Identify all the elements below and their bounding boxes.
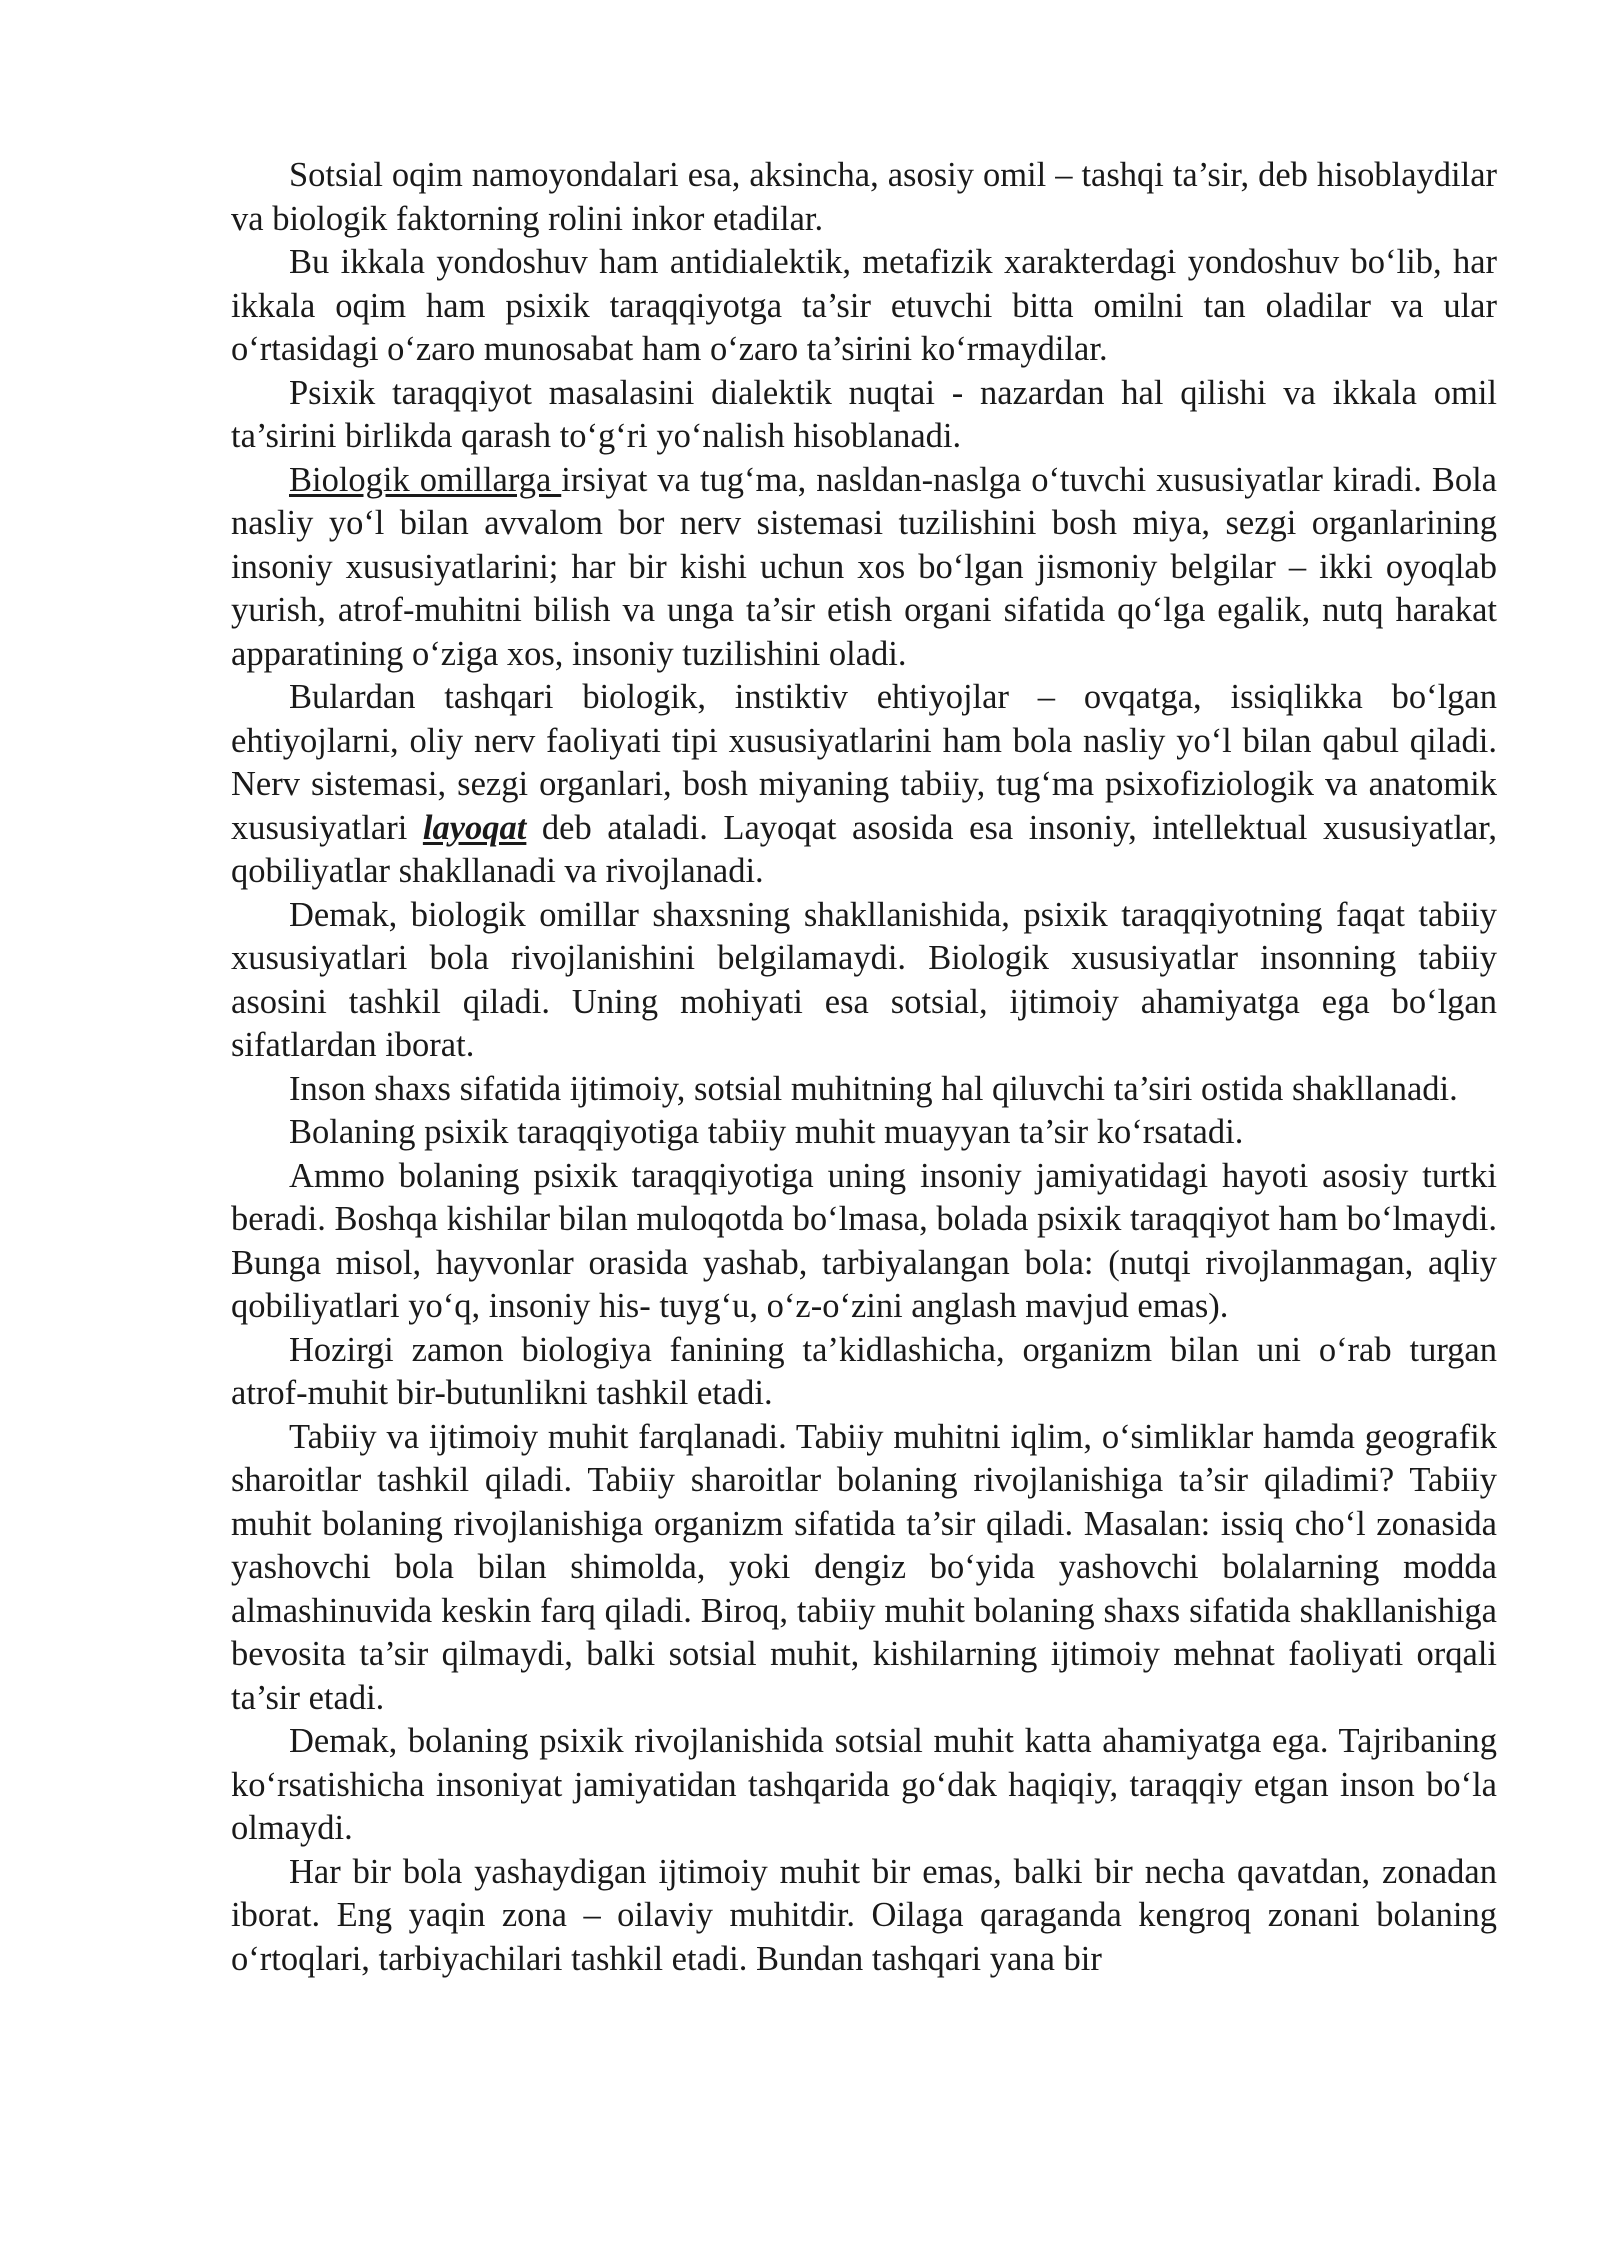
paragraph-3	[231, 372, 1497, 459]
paragraph-text: Bolaning psixik taraqqiyotiga tabiiy muhit muayyan ta’sir ko‘rsatadi.	[289, 1113, 1244, 1151]
paragraph-text: deb ataladi. Layoqat asosida esa insoniy, intellektual xususiyatlar, qobiliyatlar shakllanadi va rivojlanadi.	[231, 808, 1497, 890]
paragraph-6	[231, 894, 1497, 1068]
document-page	[231, 154, 1497, 1981]
paragraph-11	[231, 1416, 1497, 1721]
paragraph-text: Bulardan tashqari biologik, instiktiv ehtiyojlar – ovqatga, issiqlikka bo‘lgan ehtiyojlarni, oliy nerv faoliyati tipi xususiyatlarini ham bola nasliy yo‘l bilan qabul qiladi. Nerv sistemasi, sezgi organlari, bosh miyaning tabiiy, tug‘ma psixofiziologik va anatomik xususiyatlari	[231, 678, 1497, 847]
paragraph-text: Demak, bolaning psixik rivojlanishida sotsial muhit katta ahamiyatga ega. Tajribaning ko‘rsatishicha insoniyat jamiyatidan tashqarida go‘dak haqiqiy, taraqqiy etgan inson bo‘la olmaydi.	[231, 1722, 1497, 1847]
paragraph-text: Sotsial oqim namoyondalari esa, aksincha, asosiy omil – tashqi ta’sir, deb hisoblaydilar va biologik faktorning rolini inkor etadilar.	[231, 156, 1497, 238]
paragraph-4	[231, 459, 1497, 677]
emphasized-term-layoqat: layoqat	[422, 808, 527, 847]
paragraph-text: irsiyat va tug‘ma, nasldan-naslga o‘tuvchi xususiyatlar kiradi. Bola nasliy yo‘l bilan avvalom bor nerv sistemasi tuzilishini bosh miya, sezgi organlarining insoniy xususiyatlarini; har bir kishi uchun xos bo‘lgan jismoniy belgilar – ikki oyoqlab yurish, atrof-muhitni bilish va unga ta’sir etish organi sifatida qo‘lga egalik, nutq harakat apparatining o‘ziga xos, insoniy tuzilishini oladi.	[231, 460, 1497, 673]
paragraph-10	[231, 1329, 1497, 1416]
paragraph-9	[231, 1155, 1497, 1329]
paragraph-13	[231, 1851, 1497, 1982]
paragraph-text: Har bir bola yashaydigan ijtimoiy muhit bir emas, balki bir necha qavatdan, zonadan iborat. Eng yaqin zona – oilaviy muhitdir. Oilaga qaraganda kengroq zonani bolaning o‘rtoqlari, tarbiyachilari tashkil etadi. Bundan tashqari yana bir	[231, 1852, 1497, 1978]
paragraph-7	[231, 1068, 1497, 1112]
paragraph-text: Ammo bolaning psixik taraqqiyotiga uning insoniy jamiyatidagi hayoti asosiy turtki beradi. Boshqa kishilar bilan muloqotda bo‘lmasa, bolada psixik taraqqiyot ham bo‘lmaydi. Bunga misol, hayvonlar orasida yashab, tarbiyalangan bola: (nutqi rivojlanmagan, aqliy qobiliyatlari yo‘q, insoniy his- tuyg‘u, o‘z-o‘zini anglash mavjud emas).	[231, 1156, 1497, 1325]
paragraph-text: Tabiiy va ijtimoiy muhit farqlanadi. Tabiiy muhitni iqlim, o‘simliklar hamda geografik sharoitlar tashkil qiladi. Tabiiy sharoitlar bolaning rivojlanishiga ta’sir qiladimi? Tabiiy muhit bolaning rivojlanishiga organizm sifatida ta’sir qiladi. Masalan: issiq cho‘l zonasida yashovchi bola bilan shimolda, yoki dengiz bo‘yida yashovchi bolalarning modda almashinuvida keskin farq qiladi. Biroq, tabiiy muhit bolaning shaxs sifatida shakllanishiga bevosita ta’sir qilmaydi, balki sotsial muhit, kishilarning ijtimoiy mehnat faoliyati orqali ta’sir etadi.	[231, 1417, 1497, 1717]
paragraph-text: Psixik taraqqiyot masalasini dialektik nuqtai - nazardan hal qilishi va ikkala omil ta’sirini birlikda qarash to‘g‘ri yo‘nalish hisoblanadi.	[231, 373, 1497, 455]
paragraph-text: Demak, biologik omillar shaxsning shakllanishida, psixik taraqqiyotning faqat tabiiy xususiyatlari bola rivojlanishini belgilamaydi. Biologik xususiyatlar insonning tabiiy asosini tashkil qiladi. Uning mohiyati esa sotsial, ijtimoiy ahamiyatga ega bo‘lgan sifatlardan iborat.	[231, 895, 1497, 1064]
paragraph-2	[231, 241, 1497, 372]
paragraph-text: Bu ikkala yondoshuv ham antidialektik, metafizik xarakterdagi yondoshuv bo‘lib, har ikkala oqim ham psixik taraqqiyotga ta’sir etuvchi bitta omilni tan oladilar va ular o‘rtasidagi o‘zaro munosabat ham o‘zaro ta’sirini ko‘rmaydilar.	[231, 243, 1497, 368]
paragraph-text: Hozirgi zamon biologiya fanining ta’kidlashicha, organizm bilan uni o‘rab turgan atrof-muhit bir-butunlikni tashkil etadi.	[231, 1330, 1497, 1412]
paragraph-8	[231, 1111, 1497, 1155]
paragraph-text: Inson shaxs sifatida ijtimoiy, sotsial muhitning hal qiluvchi ta’siri ostida shakllanadi.	[289, 1069, 1458, 1108]
paragraph-1	[231, 154, 1497, 241]
paragraph-5	[231, 676, 1497, 894]
paragraph-12	[231, 1720, 1497, 1851]
underlined-term-biological-factors: Biologik omillarga	[289, 460, 562, 499]
